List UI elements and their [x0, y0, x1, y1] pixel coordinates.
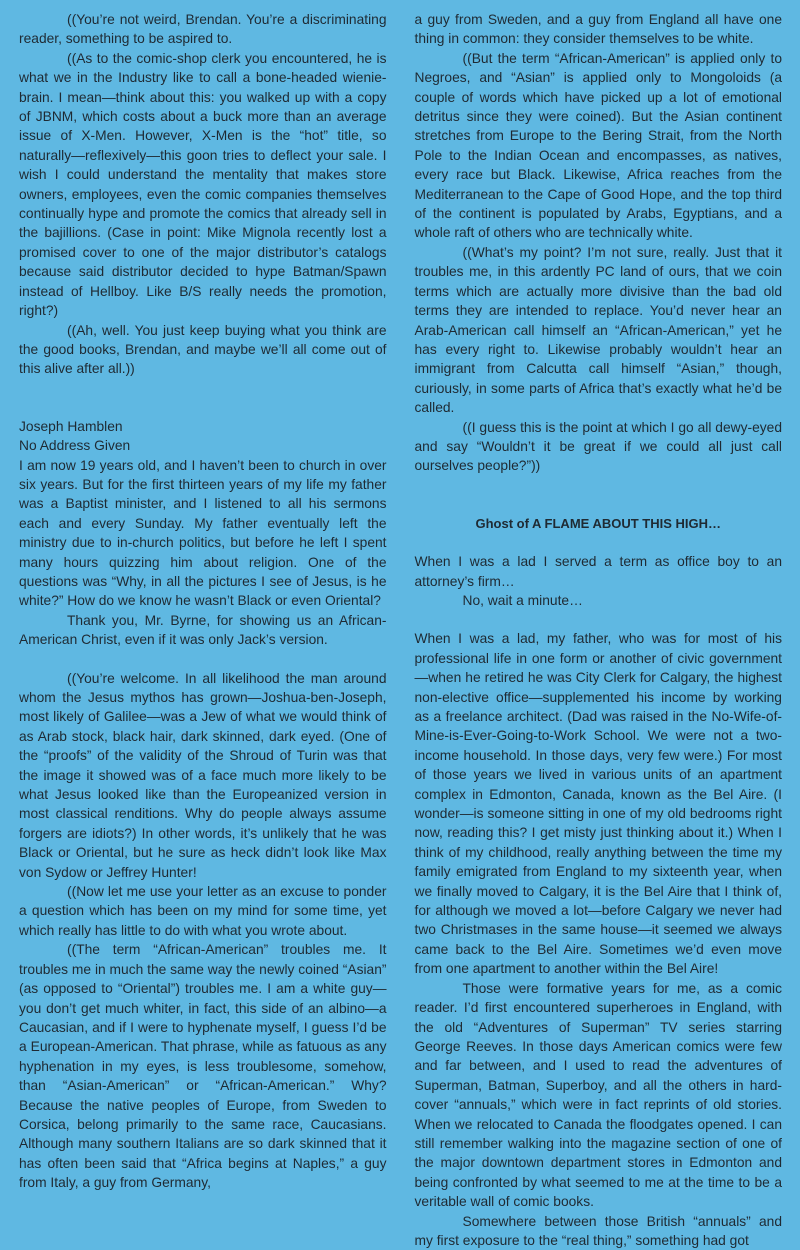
left-column: [19, 10, 387, 1213]
reply-paragraph: ((I guess this is the point at which I go all dewy-eyed and say “Wouldn’t it be great if we could all just call ourselves people?”)): [414, 419, 782, 474]
reply-paragraph: ((The term “African-American” troubles me. It troubles me in much the same way the newly coined “Asian” (as opposed to “Oriental”) troubles me. I am a white guy—you don’t get much whiter, in fact, this side of an albino—a Caucasian, and if I were to hyphenate myself, I guess I’d be a European-American. That phrase, while as fatuous as any hyphenation in my eyes, is less troublesome, somehow, than “Asian-American” or “African-American.” Why? Because the native peoples of Europe, from Sweden to Corsica, belong primarily to the same race, Caucasians. Although many southern Italians are so dark skinned that it has often been said that “Africa begins at Naples,” a guy from Italy, a guy from Germany,: [19, 942, 387, 1191]
reply-paragraph: ((As to the comic-shop clerk you encountered, he is what we in the Industry like to call a bone-headed wienie-brain. I mean—think about this: you walked up with a copy of JBNM, which costs about a buck more than an average issue of X-Men. However, X-Men is the “hot” title, so naturally—reflexively—this goon tries to deflect your sale. I wish I could understand the mentality that makes store owners, employees, even the comic companies themselves continually hype and promote the comics that already sell in the bajillions. (Case in point: Mike Mignola recently lost a promised cover to one of the major distributor’s catalogs because said distributor decided to hype Batman/Spawn instead of Hellboy. Like B/S really needs the promotion, right?): [19, 50, 387, 319]
essay-paragraph: When I was a lad I served a term as office boy to an attorney’s firm…: [414, 554, 782, 589]
reply-paragraph: ((Ah, well. You just keep buying what you think are the good books, Brendan, and maybe we’ll all come out of this alive after all.)): [19, 322, 387, 377]
letter-author-address: No Address Given: [19, 438, 131, 454]
letter-paragraph: Thank you, Mr. Byrne, for showing us an African-American Christ, even if it was only Jack’s version.: [19, 612, 387, 648]
reply-paragraph: ((What’s my point? I’m not sure, really. Just that it troubles me, in this ardently PC land of ours, that we coin terms which are actually more divisive than the bad old terms they are intended to replace. You’d never hear an Arab-American call himself an “African-American,” yet he has every right to. Likewise probably wouldn’t hear an immigrant from Calcutta call himself “Asian,” though, curiously, in some parts of Africa that’s exactly what he’d be called.: [414, 244, 782, 416]
essay-paragraph: When I was a lad, my father, who was for most of his professional life in one form or another of civic government—when he retired he was City Clerk for Calgary, the highest non-elective office—supplemented his income by working as a freelance architect. (Dad was raised in the No-Wife-of-Mine-is-Ever-Going-to-Work School. We were not a two-income household. In those days, very few were.) For most of those years we lived in various units of an apartment complex in Edmonton, Canada, known as the Bel Aire. (I wonder—is someone sitting in one of my old bedrooms right now, reading this? I get misty just thinking about it.) When I think of my childhood, really anything between the time my family emigrated from England to my sixteenth year, when we finally moved to Calgary, it is the Bel Aire that I think of, for although we moved a lot—before Calgary we never had two Christmases in the same house—it seemed we always came back to the Bel Aire. Sometimes we’d even move from one apartment to another within the Bel Aire!: [414, 631, 782, 977]
letter-author-name: Joseph Hamblen: [19, 418, 123, 434]
reply-paragraph: ((But the term “African-American” is applied only to Negroes, and “Asian” is applied only to Mongoloids (a couple of words which have picked up a lot of emotional detritus since they were coined). But the Asian continent stretches from Europe to the Bering Strait, from the North Pole to the Indian Ocean and encompasses, as natives, every race but Black. Likewise, Africa reaches from the Mediterranean to the Cape of Good Hope, and the top third of the continent is populated by Arabs, Egyptians, and a whole raft of others who are technically white.: [414, 50, 782, 241]
reply-paragraph: ((Now let me use your letter as an excuse to ponder a question which has been on my mind for some time, yet which really has little to do with what you wrote about.: [19, 884, 387, 938]
letter-paragraph: I am now 19 years old, and I haven’t been to church in over six years. But for the first thirteen years of my life my father was a Baptist minister, and I listened to all his sermons each and every Sunday. My father eventually left the ministry due to in-church politics, but before he left I spent many hours quizzing him about religion. One of the questions was “Why, in all the pictures I see of Jesus, is he white?” How do we know he wasn’t Black or even Oriental?: [19, 457, 387, 609]
right-column: [414, 10, 783, 1248]
essay-paragraph: Those were formative years for me, as a comic reader. I’d first encountered superheroes in England, with the old “Adventures of Superman” TV series starring George Reeves. In those days American comics were few and far between, and I used to read the adventures of Superman, Batman, Superboy, and all the others in hard-cover “annuals,” which were in fact reprints of old stories. When we relocated to Canada the floodgates opened. I can still remember walking into the magazine section of one of the major downtown department stores in Edmonton and being confronted by what seemed to me at the time to be a veritable wall of comic books.: [414, 980, 782, 1210]
essay-paragraph: No, wait a minute…: [462, 592, 583, 608]
reply-paragraph: a guy from Sweden, and a guy from England all have one thing in common: they consider themselves to be white.: [414, 12, 782, 47]
reply-paragraph: ((You’re not weird, Brendan. You’re a discriminating reader, something to be aspired to.: [19, 12, 387, 47]
section-heading: Ghost of A FLAME ABOUT THIS HIGH…: [475, 515, 722, 531]
essay-paragraph: Somewhere between those British “annuals” and my first exposure to the “real thing,” something had got: [414, 1213, 782, 1248]
reply-paragraph: ((You’re welcome. In all likelihood the man around whom the Jesus mythos has grown—Joshua-ben-Joseph, most likely of Galilee—was a Jew of what we would think of as Arab stock, black hair, dark skinned, dark eyed. (One of the “proofs” of the validity of the Shroud of Turin was that the image it showed was of a face much more likely to be what Jesus looked like than the Europeanized version in most classical renditions. Why do people always assume forgers are idiots?) In other words, it’s unlikely that he was Black or Oriental, but he sure as heck didn’t look like Max von Sydow or Jeffrey Hunter!: [19, 670, 387, 880]
